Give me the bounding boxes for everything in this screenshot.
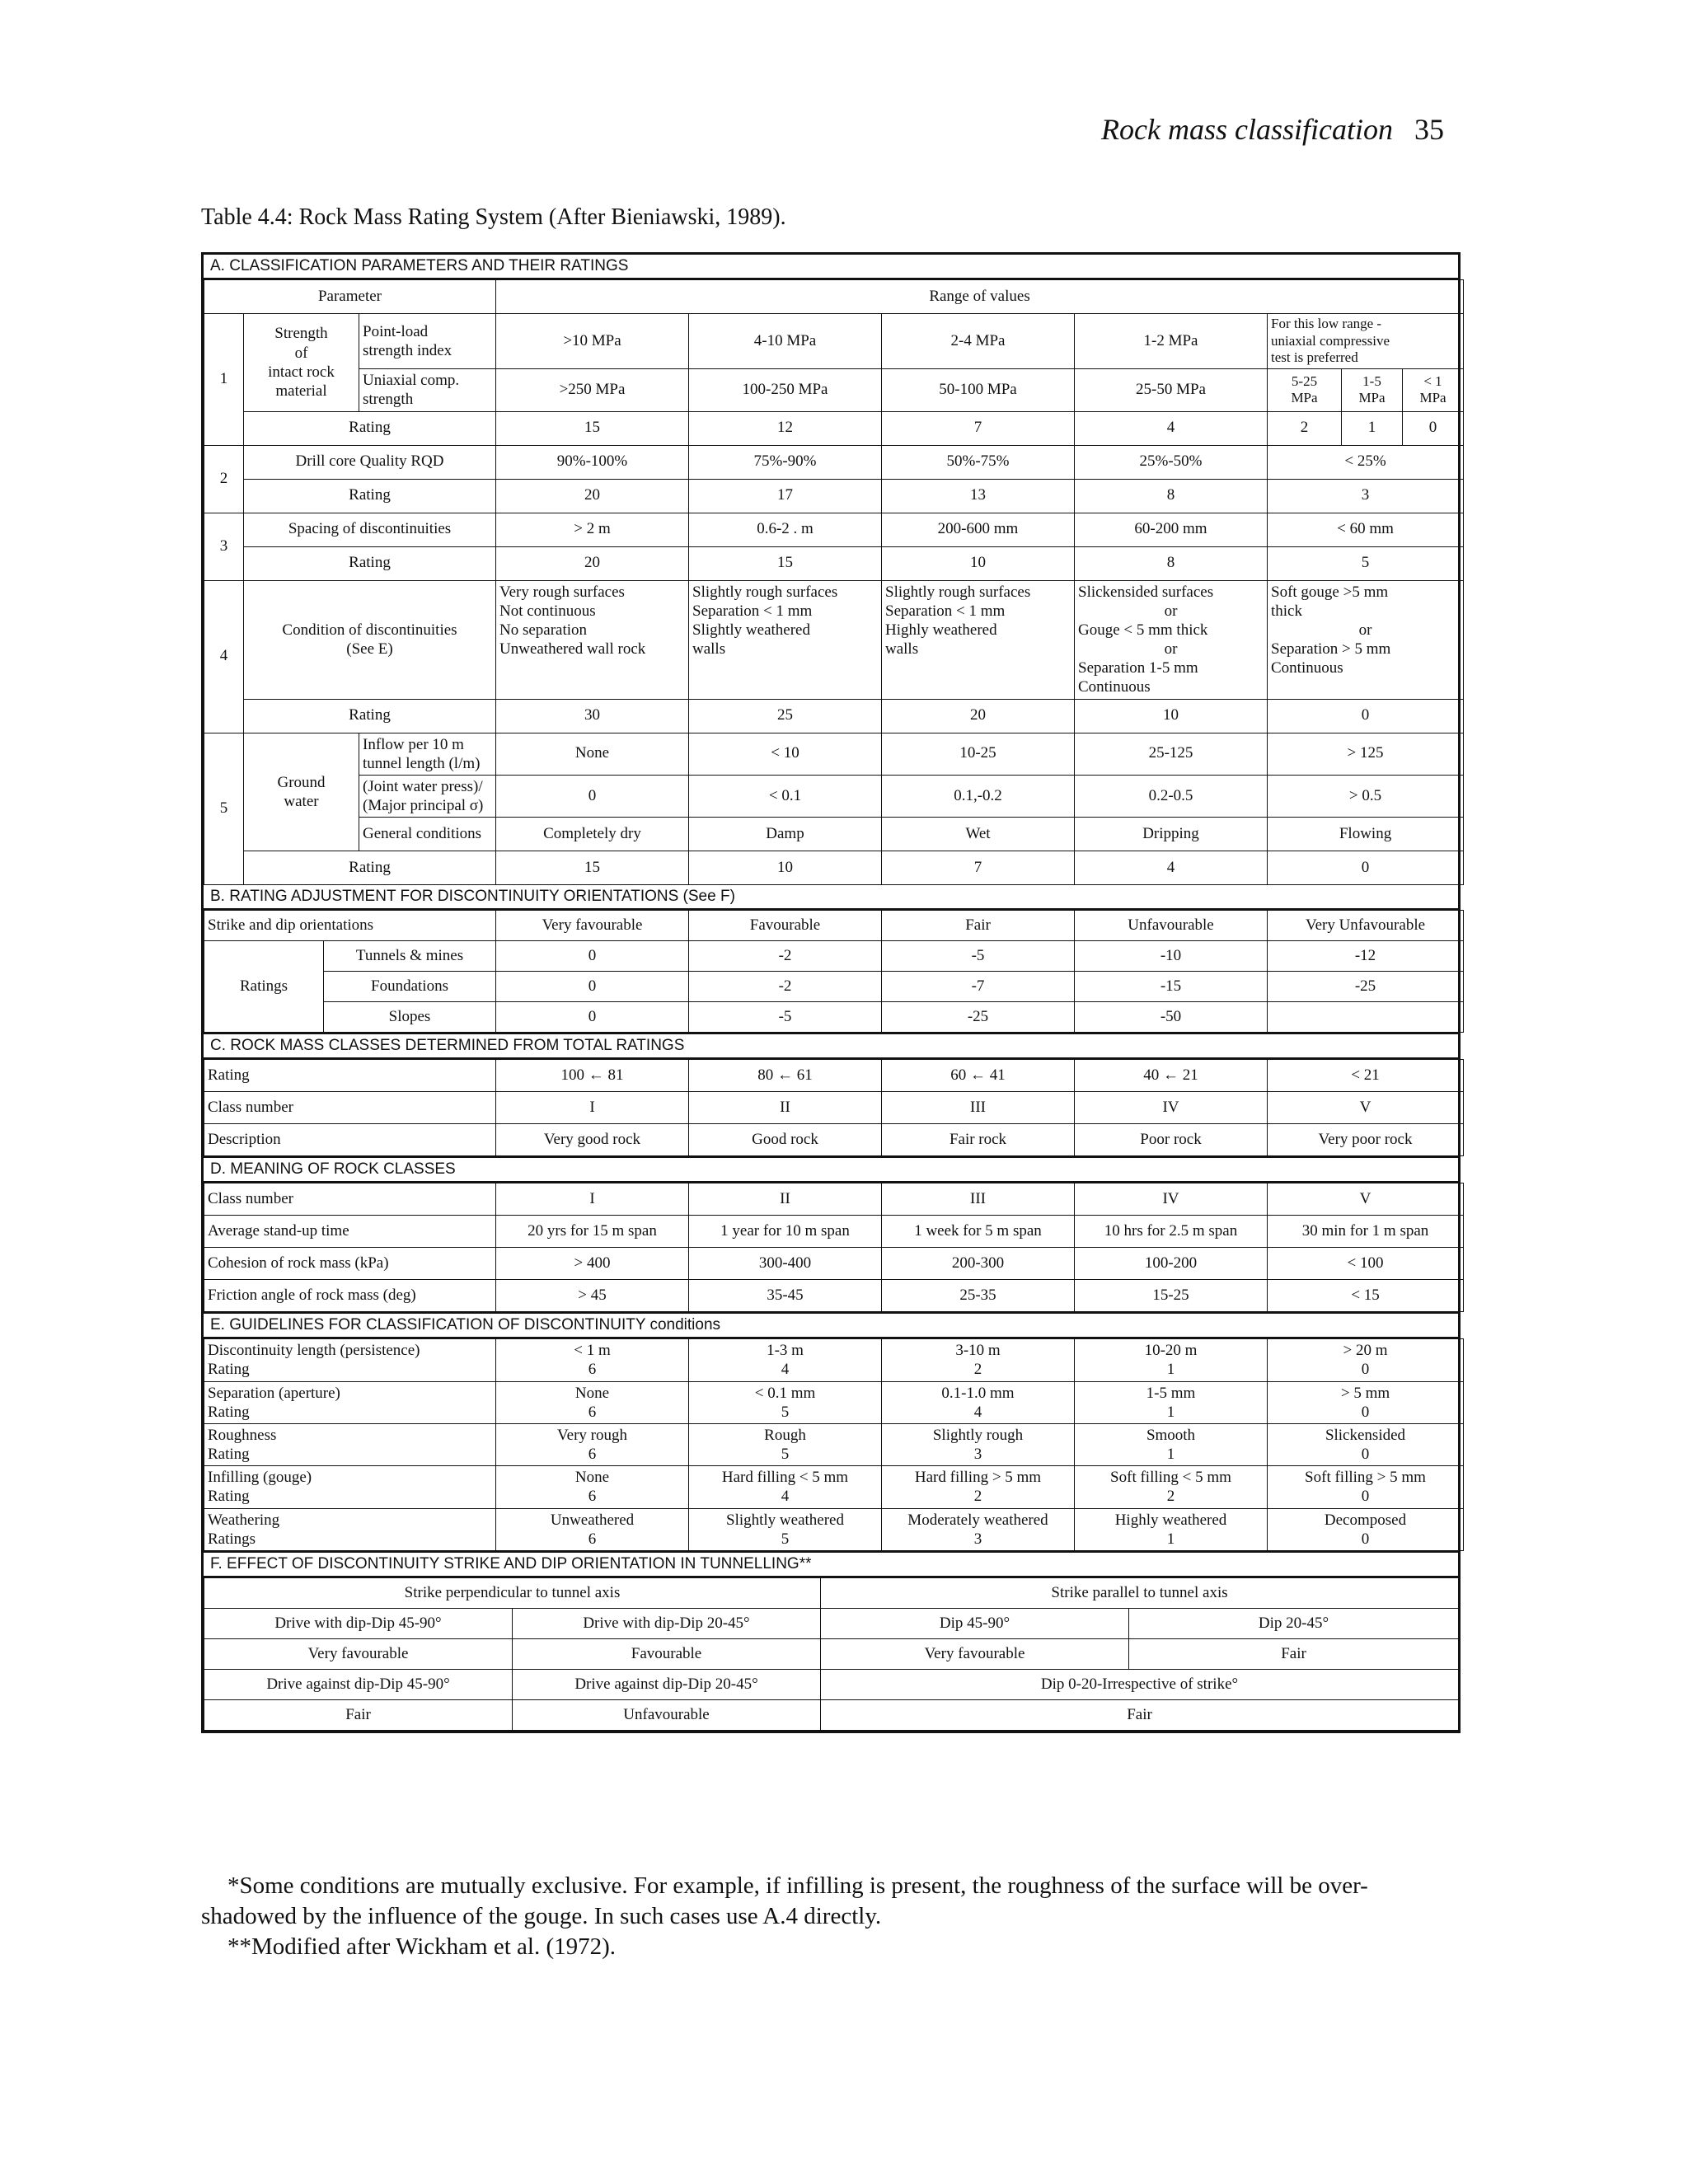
- section-a-title: A. CLASSIFICATION PARAMETERS AND THEIR RATINGS: [204, 255, 1458, 279]
- table-cell: Slickensided surfaces or Gouge < 5 mm thick or Separation 1-5 mm Continuous: [1075, 580, 1268, 699]
- table-cell: Very rough 6: [496, 1423, 689, 1465]
- a2-rating-row: [204, 479, 1464, 513]
- table-row: [204, 1060, 1464, 1092]
- table-cell: Drive with dip-Dip 20-45°: [513, 1608, 821, 1638]
- table-cell: < 15: [1268, 1280, 1464, 1312]
- table-cell: 30: [496, 699, 689, 733]
- strike-parallel-header: Strike parallel to tunnel axis: [821, 1577, 1459, 1608]
- row-label: Slopes: [324, 1002, 496, 1033]
- table-cell: Dip 45-90°: [821, 1608, 1129, 1638]
- a4-rating-row: [204, 699, 1464, 733]
- table-cell: II: [689, 1183, 882, 1216]
- table-cell: I: [496, 1183, 689, 1216]
- table-cell: 10-20 m 1: [1075, 1339, 1268, 1381]
- table-cell: -2: [689, 941, 882, 972]
- table-cell: < 10: [689, 733, 882, 775]
- a3-spacing-row: [204, 513, 1464, 546]
- a5-rating-row: [204, 851, 1464, 885]
- table-cell: 40 ← 21: [1075, 1060, 1268, 1092]
- table-cell: Good rock: [689, 1124, 882, 1156]
- table-cell: 0.1-1.0 mm 4: [882, 1381, 1075, 1423]
- table-cell: Flowing: [1268, 818, 1464, 851]
- pointload-label: Point-load strength index: [359, 314, 496, 369]
- table-cell: 15: [496, 851, 689, 885]
- table-cell: 1-2 MPa: [1075, 314, 1268, 369]
- strength-label: Strength of intact rock material: [244, 314, 359, 412]
- table-cell: Decomposed 0: [1268, 1508, 1464, 1550]
- table-cell: Hard filling > 5 mm 2: [882, 1466, 1075, 1508]
- table-row: [204, 1183, 1464, 1216]
- table-cell: 4: [1075, 411, 1268, 445]
- rating-label: Rating: [244, 851, 496, 885]
- table-cell: 10: [689, 851, 882, 885]
- table-cell: -2: [689, 972, 882, 1002]
- row-label: Class number: [204, 1092, 496, 1124]
- table-cell: 10: [882, 546, 1075, 580]
- table-row: [204, 1423, 1464, 1465]
- param-number: 1: [204, 314, 244, 446]
- table-row: [204, 1002, 1464, 1033]
- low-range-note: For this low range - uniaxial compressive test is preferred: [1268, 314, 1464, 369]
- table-cell: 25-35: [882, 1280, 1075, 1312]
- section-e-table: [204, 1338, 1464, 1551]
- table-cell: 20: [882, 699, 1075, 733]
- section-f-table: [204, 1577, 1459, 1731]
- a5-joint-row: [204, 775, 1464, 817]
- table-cell: > 2 m: [496, 513, 689, 546]
- table-row: [204, 1669, 1459, 1699]
- table-cell: > 0.5: [1268, 775, 1464, 817]
- param-number: 3: [204, 513, 244, 580]
- table-row: [204, 1608, 1459, 1638]
- table-cell: 0.2-0.5: [1075, 775, 1268, 817]
- inflow-label: Inflow per 10 m tunnel length (l/m): [359, 733, 496, 775]
- table-row: [204, 1124, 1464, 1156]
- table-cell: III: [882, 1183, 1075, 1216]
- table-cell: IV: [1075, 1183, 1268, 1216]
- joint-water-label: (Joint water press)/ (Major principal σ): [359, 775, 496, 817]
- table-row: [204, 1381, 1464, 1423]
- table-cell: 3-10 m 2: [882, 1339, 1075, 1381]
- table-cell: Smooth 1: [1075, 1423, 1268, 1465]
- section-e-title: E. GUIDELINES FOR CLASSIFICATION OF DISCONTINUITY conditions: [204, 1312, 1458, 1338]
- table-cell: > 125: [1268, 733, 1464, 775]
- a3-rating-row: [204, 546, 1464, 580]
- groundwater-label: Ground water: [244, 733, 359, 851]
- table-cell: Drive against dip-Dip 45-90°: [204, 1669, 513, 1699]
- section-a-table: [204, 279, 1464, 885]
- table-cell: Very good rock: [496, 1124, 689, 1156]
- table-cell: Poor rock: [1075, 1124, 1268, 1156]
- a5-general-row: [204, 818, 1464, 851]
- param-number: 4: [204, 580, 244, 733]
- table-cell: 3: [1268, 479, 1464, 513]
- table-cell: 2: [1268, 411, 1342, 445]
- table-cell: 50-100 MPa: [882, 369, 1075, 411]
- table-cell: 4-10 MPa: [689, 314, 882, 369]
- rqd-label: Drill core Quality RQD: [244, 445, 496, 479]
- param-number: 5: [204, 733, 244, 885]
- table-cell: 10: [1075, 699, 1268, 733]
- table-cell: -10: [1075, 941, 1268, 972]
- table-row: [204, 1466, 1464, 1508]
- spacing-label: Spacing of discontinuities: [244, 513, 496, 546]
- table-cell: 1-5 MPa: [1342, 369, 1403, 411]
- table-cell: 10 hrs for 2.5 m span: [1075, 1216, 1268, 1248]
- table-cell: Unfavourable: [1075, 911, 1268, 941]
- table-cell: 35-45: [689, 1280, 882, 1312]
- table-cell: Completely dry: [496, 818, 689, 851]
- table-cell: 200-300: [882, 1248, 1075, 1280]
- table-cell: [1268, 1002, 1464, 1033]
- table-cell: V: [1268, 1183, 1464, 1216]
- table-cell: 7: [882, 411, 1075, 445]
- row-label: Class number: [204, 1183, 496, 1216]
- table-cell: Slightly weathered 5: [689, 1508, 882, 1550]
- table-cell: None 6: [496, 1466, 689, 1508]
- section-c-title: C. ROCK MASS CLASSES DETERMINED FROM TOTAL RATINGS: [204, 1033, 1458, 1059]
- table-cell: III: [882, 1092, 1075, 1124]
- row-label: Separation (aperture) Rating: [204, 1381, 496, 1423]
- table-cell: 0.6-2 . m: [689, 513, 882, 546]
- table-cell: < 60 mm: [1268, 513, 1464, 546]
- row-label: Roughness Rating: [204, 1423, 496, 1465]
- table-cell: 0: [496, 775, 689, 817]
- table-cell: Fair: [882, 911, 1075, 941]
- page-number: 35: [1414, 113, 1444, 146]
- table-cell: Slightly rough 3: [882, 1423, 1075, 1465]
- table-cell: Dripping: [1075, 818, 1268, 851]
- row-label: Rating: [204, 1060, 496, 1092]
- table-cell: 15: [689, 546, 882, 580]
- range-header: Range of values: [496, 280, 1464, 314]
- row-label: Cohesion of rock mass (kPa): [204, 1248, 496, 1280]
- table-cell: V: [1268, 1092, 1464, 1124]
- table-cell: 13: [882, 479, 1075, 513]
- table-cell: 8: [1075, 546, 1268, 580]
- table-cell: 0: [1268, 699, 1464, 733]
- condition-label: Condition of discontinuities (See E): [244, 580, 496, 699]
- table-cell: >250 MPa: [496, 369, 689, 411]
- table-row: [204, 1216, 1464, 1248]
- table-cell: 15-25: [1075, 1280, 1268, 1312]
- table-row: [204, 1638, 1459, 1669]
- table-cell: Highly weathered 1: [1075, 1508, 1268, 1550]
- a-header-row: [204, 280, 1464, 314]
- table-cell: 5: [1268, 546, 1464, 580]
- table-cell: 100-250 MPa: [689, 369, 882, 411]
- table-cell: Very favourable: [204, 1638, 513, 1669]
- row-label: Infilling (gouge) Rating: [204, 1466, 496, 1508]
- table-cell: 8: [1075, 479, 1268, 513]
- rating-label: Rating: [244, 411, 496, 445]
- table-cell: 0: [496, 941, 689, 972]
- table-cell: Fair: [204, 1699, 513, 1730]
- ucs-label: Uniaxial comp. strength: [359, 369, 496, 411]
- table-cell: Drive against dip-Dip 20-45°: [513, 1669, 821, 1699]
- a5-inflow-row: [204, 733, 1464, 775]
- table-cell: 0: [1403, 411, 1464, 445]
- a4-condition-row: [204, 580, 1464, 699]
- rating-label: Rating: [244, 546, 496, 580]
- table-cell: Unfavourable: [513, 1699, 821, 1730]
- table-cell: 15: [496, 411, 689, 445]
- table-cell: 30 min for 1 m span: [1268, 1216, 1464, 1248]
- table-cell: 100 ← 81: [496, 1060, 689, 1092]
- table-cell: Favourable: [513, 1638, 821, 1669]
- table-cell: Soft gouge >5 mm thick or Separation > 5 mm Continuous: [1268, 580, 1464, 699]
- table-cell: > 45: [496, 1280, 689, 1312]
- table-cell: Wet: [882, 818, 1075, 851]
- row-label: Discontinuity length (persistence) Rating: [204, 1339, 496, 1381]
- section-b-table: [204, 910, 1464, 1033]
- table-cell: -25: [882, 1002, 1075, 1033]
- a2-rqd-row: [204, 445, 1464, 479]
- table-cell: 1-3 m 4: [689, 1339, 882, 1381]
- rating-label: Rating: [244, 479, 496, 513]
- table-cell: -5: [689, 1002, 882, 1033]
- table-cell: -50: [1075, 1002, 1268, 1033]
- table-row: [204, 1699, 1459, 1730]
- section-d-table: [204, 1183, 1464, 1312]
- table-cell: Slightly rough surfaces Separation < 1 mm Slightly weathered walls: [689, 580, 882, 699]
- section-f-title: F. EFFECT OF DISCONTINUITY STRIKE AND DIP ORIENTATION IN TUNNELLING**: [204, 1551, 1458, 1577]
- strike-dip-label: Strike and dip orientations: [204, 911, 496, 941]
- section-d-title: D. MEANING OF ROCK CLASSES: [204, 1156, 1458, 1183]
- table-cell: 0: [496, 972, 689, 1002]
- table-row: [204, 972, 1464, 1002]
- table-cell: Moderately weathered 3: [882, 1508, 1075, 1550]
- table-cell: < 25%: [1268, 445, 1464, 479]
- table-cell: None: [496, 733, 689, 775]
- row-label: Weathering Ratings: [204, 1508, 496, 1550]
- table-cell: Favourable: [689, 911, 882, 941]
- table-cell: 1 year for 10 m span: [689, 1216, 882, 1248]
- table-row: [204, 1092, 1464, 1124]
- table-cell: 2-4 MPa: [882, 314, 1075, 369]
- table-row: [204, 1339, 1464, 1381]
- running-header: [1101, 112, 1444, 147]
- table-cell: >10 MPa: [496, 314, 689, 369]
- ratings-label: Ratings: [204, 941, 324, 1033]
- table-cell: Damp: [689, 818, 882, 851]
- table-cell: Drive with dip-Dip 45-90°: [204, 1608, 513, 1638]
- table-cell: Unweathered 6: [496, 1508, 689, 1550]
- table-cell: Slightly rough surfaces Separation < 1 mm Highly weathered walls: [882, 580, 1075, 699]
- table-cell: 0.1,-0.2: [882, 775, 1075, 817]
- row-label: Description: [204, 1124, 496, 1156]
- table-cell: 20: [496, 479, 689, 513]
- table-cell: 300-400: [689, 1248, 882, 1280]
- section-c-table: [204, 1059, 1464, 1156]
- table-cell: -25: [1268, 972, 1464, 1002]
- table-cell: Very poor rock: [1268, 1124, 1464, 1156]
- table-cell: < 100: [1268, 1248, 1464, 1280]
- footnote-1: *Some conditions are mutually exclusive. For example, if infilling is present, the roughness of the surface will be over-shadowed by the influence of the gouge. In such cases use A.4 directly.: [201, 1872, 1368, 1929]
- table-cell: < 0.1 mm 5: [689, 1381, 882, 1423]
- table-cell: 75%-90%: [689, 445, 882, 479]
- table-cell: -12: [1268, 941, 1464, 972]
- strike-perpendicular-header: Strike perpendicular to tunnel axis: [204, 1577, 821, 1608]
- table-cell: Very favourable: [496, 911, 689, 941]
- table-row: [204, 1248, 1464, 1280]
- table-cell: 25: [689, 699, 882, 733]
- table-cell: 60-200 mm: [1075, 513, 1268, 546]
- parameter-header: Parameter: [204, 280, 496, 314]
- table-cell: -7: [882, 972, 1075, 1002]
- table-cell: 25-50 MPa: [1075, 369, 1268, 411]
- table-cell: > 5 mm 0: [1268, 1381, 1464, 1423]
- b-header-row: [204, 911, 1464, 941]
- table-cell: Rough 5: [689, 1423, 882, 1465]
- table-cell: 7: [882, 851, 1075, 885]
- table-row: [204, 1508, 1464, 1550]
- table-cell: 25-125: [1075, 733, 1268, 775]
- table-row: [204, 1280, 1464, 1312]
- table-cell: Very rough surfaces Not continuous No separation Unweathered wall rock: [496, 580, 689, 699]
- table-cell: 50%-75%: [882, 445, 1075, 479]
- table-cell: Hard filling < 5 mm 4: [689, 1466, 882, 1508]
- row-label: Tunnels & mines: [324, 941, 496, 972]
- table-caption: Table 4.4: Rock Mass Rating System (After Bieniawski, 1989).: [201, 204, 786, 230]
- table-cell: Soft filling > 5 mm 0: [1268, 1466, 1464, 1508]
- table-cell: None 6: [496, 1381, 689, 1423]
- table-cell: Soft filling < 5 mm 2: [1075, 1466, 1268, 1508]
- table-cell: 0: [1268, 851, 1464, 885]
- table-cell: -5: [882, 941, 1075, 972]
- table-cell: 90%-100%: [496, 445, 689, 479]
- table-cell: 25%-50%: [1075, 445, 1268, 479]
- table-cell: 1 week for 5 m span: [882, 1216, 1075, 1248]
- rating-label: Rating: [244, 699, 496, 733]
- table-cell: > 400: [496, 1248, 689, 1280]
- table-cell: 12: [689, 411, 882, 445]
- table-row: [204, 1577, 1459, 1608]
- row-label: Average stand-up time: [204, 1216, 496, 1248]
- table-cell: Fair: [1129, 1638, 1459, 1669]
- table-cell: -15: [1075, 972, 1268, 1002]
- footnotes: [201, 1871, 1461, 1961]
- table-cell: 100-200: [1075, 1248, 1268, 1280]
- table-cell: Fair: [821, 1699, 1459, 1730]
- row-label: Friction angle of rock mass (deg): [204, 1280, 496, 1312]
- table-cell: II: [689, 1092, 882, 1124]
- table-cell: 17: [689, 479, 882, 513]
- rmr-table: [201, 252, 1461, 1733]
- table-cell: Very Unfavourable: [1268, 911, 1464, 941]
- table-cell: I: [496, 1092, 689, 1124]
- table-cell: Very favourable: [821, 1638, 1129, 1669]
- table-cell: < 1 MPa: [1403, 369, 1464, 411]
- table-row: [204, 941, 1464, 972]
- header-title: Rock mass classification: [1101, 113, 1393, 146]
- a1-ucs-row: [204, 369, 1464, 411]
- footnote-2: **Modified after Wickham et al. (1972).: [227, 1933, 617, 1960]
- table-cell: 1: [1342, 411, 1403, 445]
- table-cell: Dip 0-20-Irrespective of strike°: [821, 1669, 1459, 1699]
- a1-rating-row: [204, 411, 1464, 445]
- table-cell: < 0.1: [689, 775, 882, 817]
- table-cell: 4: [1075, 851, 1268, 885]
- table-cell: 20 yrs for 15 m span: [496, 1216, 689, 1248]
- general-conditions-label: General conditions: [359, 818, 496, 851]
- table-cell: Slickensided 0: [1268, 1423, 1464, 1465]
- row-label: Foundations: [324, 972, 496, 1002]
- table-cell: 1-5 mm 1: [1075, 1381, 1268, 1423]
- a1-pointload-row: [204, 314, 1464, 369]
- table-cell: > 20 m 0: [1268, 1339, 1464, 1381]
- table-cell: IV: [1075, 1092, 1268, 1124]
- table-cell: 0: [496, 1002, 689, 1033]
- section-b-title: B. RATING ADJUSTMENT FOR DISCONTINUITY ORIENTATIONS (See F): [204, 885, 1458, 910]
- table-cell: 80 ← 61: [689, 1060, 882, 1092]
- table-cell: 20: [496, 546, 689, 580]
- param-number: 2: [204, 445, 244, 513]
- table-cell: 60 ← 41: [882, 1060, 1075, 1092]
- table-cell: 5-25 MPa: [1268, 369, 1342, 411]
- table-cell: Dip 20-45°: [1129, 1608, 1459, 1638]
- table-cell: Fair rock: [882, 1124, 1075, 1156]
- table-cell: 200-600 mm: [882, 513, 1075, 546]
- table-cell: 10-25: [882, 733, 1075, 775]
- table-cell: < 1 m 6: [496, 1339, 689, 1381]
- table-cell: < 21: [1268, 1060, 1464, 1092]
